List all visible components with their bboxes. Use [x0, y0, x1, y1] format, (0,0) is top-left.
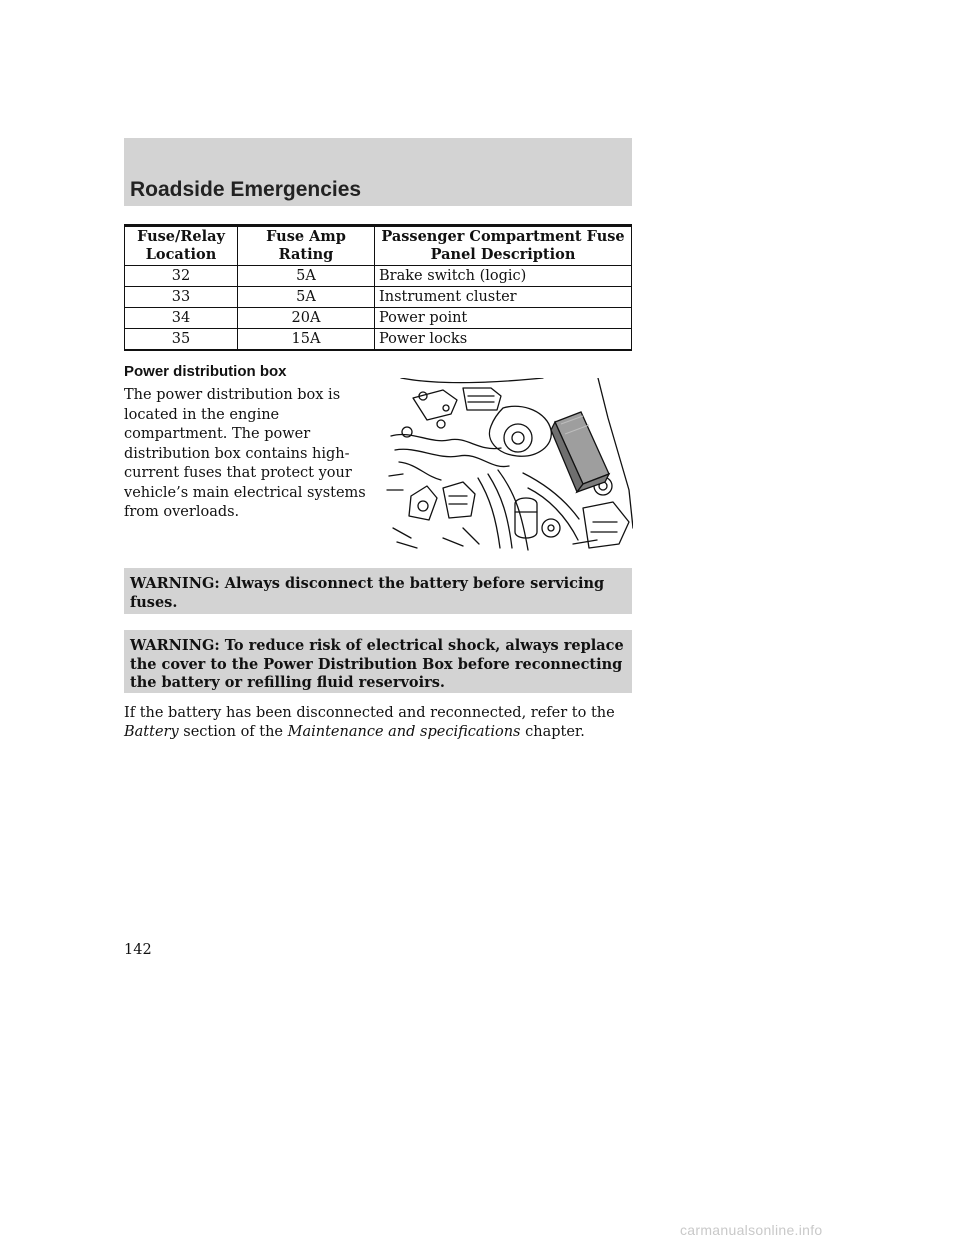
power-distribution-text: The power distribution box is located in the engine compartment. The power distribution box contains high-current fuses that protect your vehicle’s main electrical systems from overloads.	[124, 387, 366, 520]
warning-box-shock: WARNING: To reduce risk of electrical shock, always replace the cover to the Power Distribution Box before reconnecting the battery or refilling fluid reservoirs.	[124, 630, 632, 693]
page-number: 142	[124, 942, 152, 958]
section-title: Roadside Emergencies	[130, 178, 362, 201]
column-header-description: Passenger Compartment Fuse Panel Description	[375, 226, 632, 266]
chapter-reference: Maintenance and specifications	[287, 724, 521, 740]
cell-description: Brake switch (logic)	[375, 266, 632, 287]
engine-compartment-illustration	[383, 378, 633, 553]
cell-location: 34	[125, 308, 238, 329]
closing-text-2: section of the	[178, 724, 288, 740]
table-row	[125, 329, 632, 351]
cell-description: Instrument cluster	[375, 287, 632, 308]
closing-text-1: If the battery has been disconnected and reconnected, refer to the	[124, 705, 615, 721]
table-row	[125, 266, 632, 287]
closing-text-3: chapter.	[520, 724, 585, 740]
cell-location: 32	[125, 266, 238, 287]
cell-rating: 5A	[238, 266, 375, 287]
cell-rating: 15A	[238, 329, 375, 351]
cell-description: Power point	[375, 308, 632, 329]
cell-location: 35	[125, 329, 238, 351]
warning-box-battery: WARNING: Always disconnect the battery before servicing fuses.	[124, 568, 632, 614]
table-row	[125, 308, 632, 329]
cell-rating: 20A	[238, 308, 375, 329]
power-distribution-heading: Power distribution box	[124, 363, 287, 380]
cell-description: Power locks	[375, 329, 632, 351]
closing-paragraph	[124, 704, 644, 742]
table-header-row	[125, 226, 632, 266]
battery-reference: Battery	[124, 724, 179, 740]
column-header-rating: Fuse Amp Rating	[238, 226, 375, 266]
watermark: carmanualsonline.info	[680, 1222, 823, 1238]
cell-location: 33	[125, 287, 238, 308]
table-row	[125, 287, 632, 308]
fuse-table	[124, 224, 632, 351]
cell-rating: 5A	[238, 287, 375, 308]
column-header-location: Fuse/Relay Location	[125, 226, 238, 266]
